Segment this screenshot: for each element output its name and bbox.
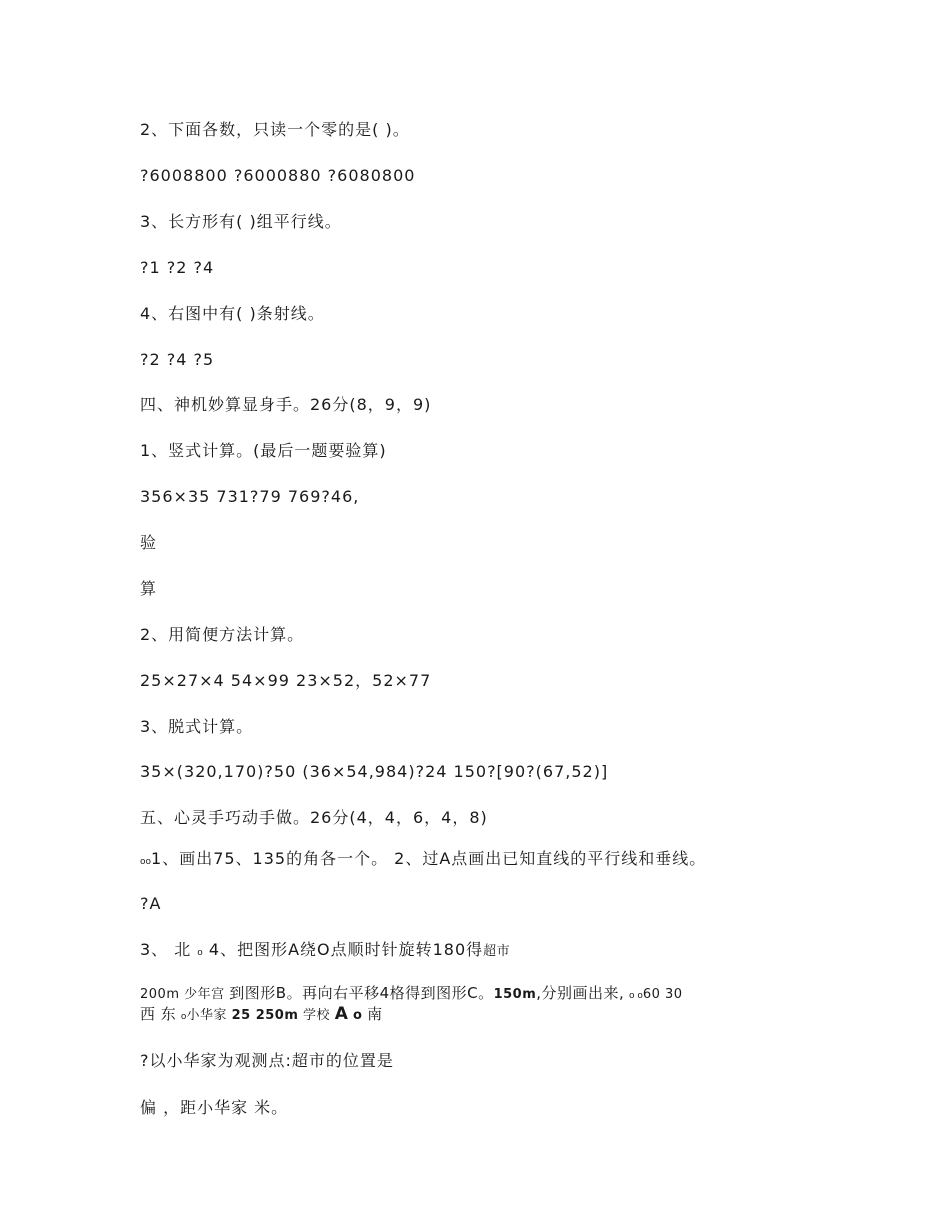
school-label: 学校	[303, 1008, 331, 1023]
map-rotation-line-2	[140, 983, 683, 1006]
vertical-calc-title: 1、竖式计算。(最后一题要验算)	[140, 441, 387, 460]
translation-task-text: 到图形B。再向右平移4格得到图形C。	[229, 984, 494, 1002]
direction-answer-line: 偏 ，距小华家 米。	[140, 1098, 289, 1117]
section-5-heading: 五、心灵手巧动手做。26分(4，4，6，4，8)	[140, 808, 488, 827]
center-o-label: o	[353, 1008, 363, 1023]
degree-marks: oo	[140, 857, 152, 867]
north-label: 北	[174, 940, 192, 959]
observation-question: ?以小华家为观测点:超市的位置是	[140, 1051, 394, 1070]
question-3-number: 3、	[140, 940, 169, 959]
simple-calc-problems: 25×27×4 54×99 23×52，52×77	[140, 671, 432, 690]
rotation-task-text: 4、把图形A绕O点顺时针旋转180得	[208, 940, 484, 959]
vertical-calc-problems: 356×35 731?79 769?46,	[140, 487, 360, 506]
angle-values: 60 30	[642, 987, 683, 1002]
xiaohua-home-label: 小华家	[186, 1008, 227, 1023]
supermarket-label: 超市	[483, 944, 511, 959]
distance-25-250m: 25 250m	[231, 1008, 299, 1023]
section-4-heading: 四、神机妙算显身手。26分(8，9，9)	[140, 395, 432, 414]
verify-label-2: 算	[140, 579, 158, 598]
west-east-labels: 西 东	[140, 1005, 177, 1023]
drawing-tasks-text: 1、画出75、135的角各一个。 2、过A点画出已知直线的平行线和垂线。	[151, 849, 707, 868]
question-3-parallel: 3、长方形有( )组平行线。	[140, 212, 342, 231]
youth-palace-label: 少年宫	[184, 987, 225, 1002]
distance-200m: 200m	[140, 987, 180, 1002]
step-calc-problems: 35×(320,170)?50 (36×54,984)?24 150?[90?(67,52)]	[140, 762, 609, 781]
verify-label-1: 验	[140, 533, 158, 552]
draw-instruction: ,分别画出来,	[536, 984, 625, 1002]
map-rotation-line-3	[140, 1004, 383, 1027]
point-a-label: ?A	[140, 894, 162, 913]
distance-150m: 150m	[493, 987, 537, 1002]
drawing-tasks-line	[140, 849, 706, 872]
south-label: 南	[367, 1005, 383, 1023]
map-point-marker: o	[197, 948, 203, 958]
map-point-marker-2: o	[180, 1012, 187, 1022]
shape-a-label: A	[334, 1004, 349, 1024]
question-4-rays: 4、右图中有( )条射线。	[140, 304, 325, 323]
question-3-options: ?1 ?2 ?4	[140, 258, 215, 277]
question-4-options: ?2 ?4 ?5	[140, 350, 215, 369]
degree-marks-2: o o	[628, 991, 643, 1001]
question-2-zeros: 2、下面各数，只读一个零的是( )。	[140, 120, 410, 139]
simple-calc-title: 2、用简便方法计算。	[140, 625, 305, 644]
step-calc-title: 3、脱式计算。	[140, 717, 254, 736]
question-2-options: ?6008800 ?6000880 ?6080800	[140, 166, 416, 185]
map-rotation-line-1	[140, 940, 510, 963]
